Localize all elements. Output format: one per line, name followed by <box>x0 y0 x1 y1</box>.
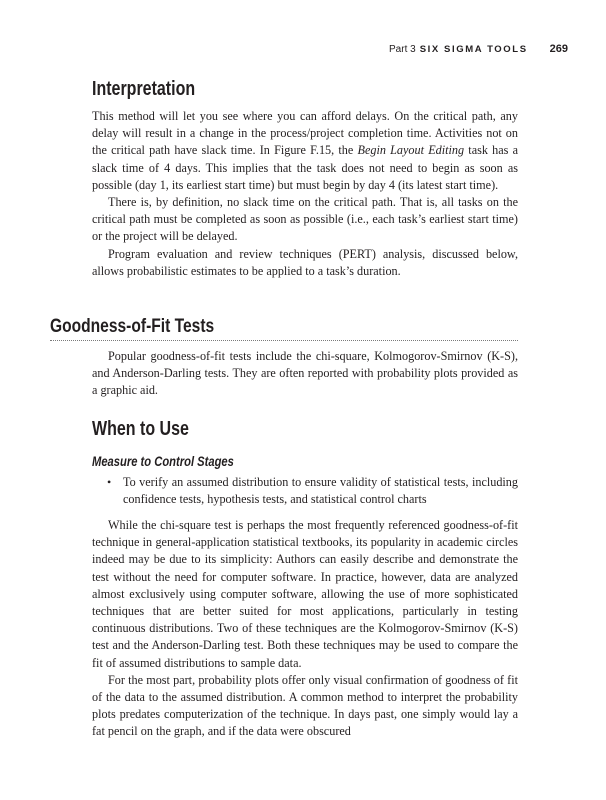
bullet-text: To verify an assumed distribution to ensure validity of statistical tests, including confidence tests, hypothesis tests, and statistical control charts <box>123 475 518 507</box>
running-head-title: SIX SIGMA TOOLS <box>419 44 528 55</box>
interpretation-paragraph-2: There is, by definition, no slack time on the critical path. That is, all tasks on the critical path must be completed as soon as possible (i.e., each task’s earliest start time) or the project will be delayed. <box>92 195 518 244</box>
running-head <box>389 43 568 55</box>
bullet-item <box>107 474 518 508</box>
interpretation-paragraph-3: Program evaluation and review techniques (PERT) analysis, discussed below, allows probabilistic estimates to be applied to a task’s duration. <box>92 246 518 278</box>
stages-subheading: Measure to Control Stages <box>92 453 234 469</box>
goodness-of-fit-heading: Goodness-of-Fit Tests <box>50 316 215 337</box>
interpretation-heading: Interpretation <box>92 78 196 100</box>
goodness-of-fit-paragraph: Popular goodness-of-fit tests include the chi-square, Kolmogorov-Smirnov (K-S), and Anderson-Darling tests. They are often reported with probability plots provided as a graphic aid. <box>92 349 518 398</box>
section-divider <box>50 340 518 341</box>
interpretation-p1-text-b: task has a slack time of 4 days. This implies that the task does not need to begin as soon as possible (day 1, its earliest start time) but must begin by day 4 (its latest start time). <box>92 143 519 192</box>
when-to-use-body <box>92 517 518 741</box>
interpretation-body <box>92 108 518 280</box>
when-to-use-paragraph-1: While the chi-square test is perhaps the most frequently referenced goodness-of-fit technique in general-application statistical textbooks, its popularity in academic circles indeed may be due to its simplicity: Authors can easily describe and demonstrate the test without the need for computer software. In practice, however, data are analyzed almost exclusively using computer software, allowing the use of more sophisticated techniques that are better suited for most applications, particularly in testing continuous distributions. Two of these techniques are the Kolmogorov-Smirnov (K-S) test and the Anderson-Darling test. Both these techniques may be used to compare the fit of assumed distributions to sample data. <box>92 518 518 670</box>
bullet-marker: • <box>107 475 112 489</box>
page-number: 269 <box>549 43 568 55</box>
when-to-use-heading: When to Use <box>92 418 189 440</box>
when-to-use-paragraph-2: For the most part, probability plots offer only visual confirmation of goodness of fit of the data to the assumed distribution. A common method to interpret the probability plots predates computerization of the technique. In days past, one simply would lay a fat pencil on the graph, and if the data were obscured <box>92 672 518 739</box>
interpretation-p1-emphasis: Begin Layout Editing <box>357 143 465 158</box>
interpretation-p1-text-a: This method will let you see where you can afford delays. On the critical path, any delay will result in a change in the process/project completion time. Activities not on the critical path have slack time. In Figure F.15, the <box>92 109 518 158</box>
interpretation-paragraph-1 <box>92 108 518 194</box>
goodness-of-fit-body <box>92 348 518 400</box>
running-head-part: Part 3 <box>389 44 416 55</box>
